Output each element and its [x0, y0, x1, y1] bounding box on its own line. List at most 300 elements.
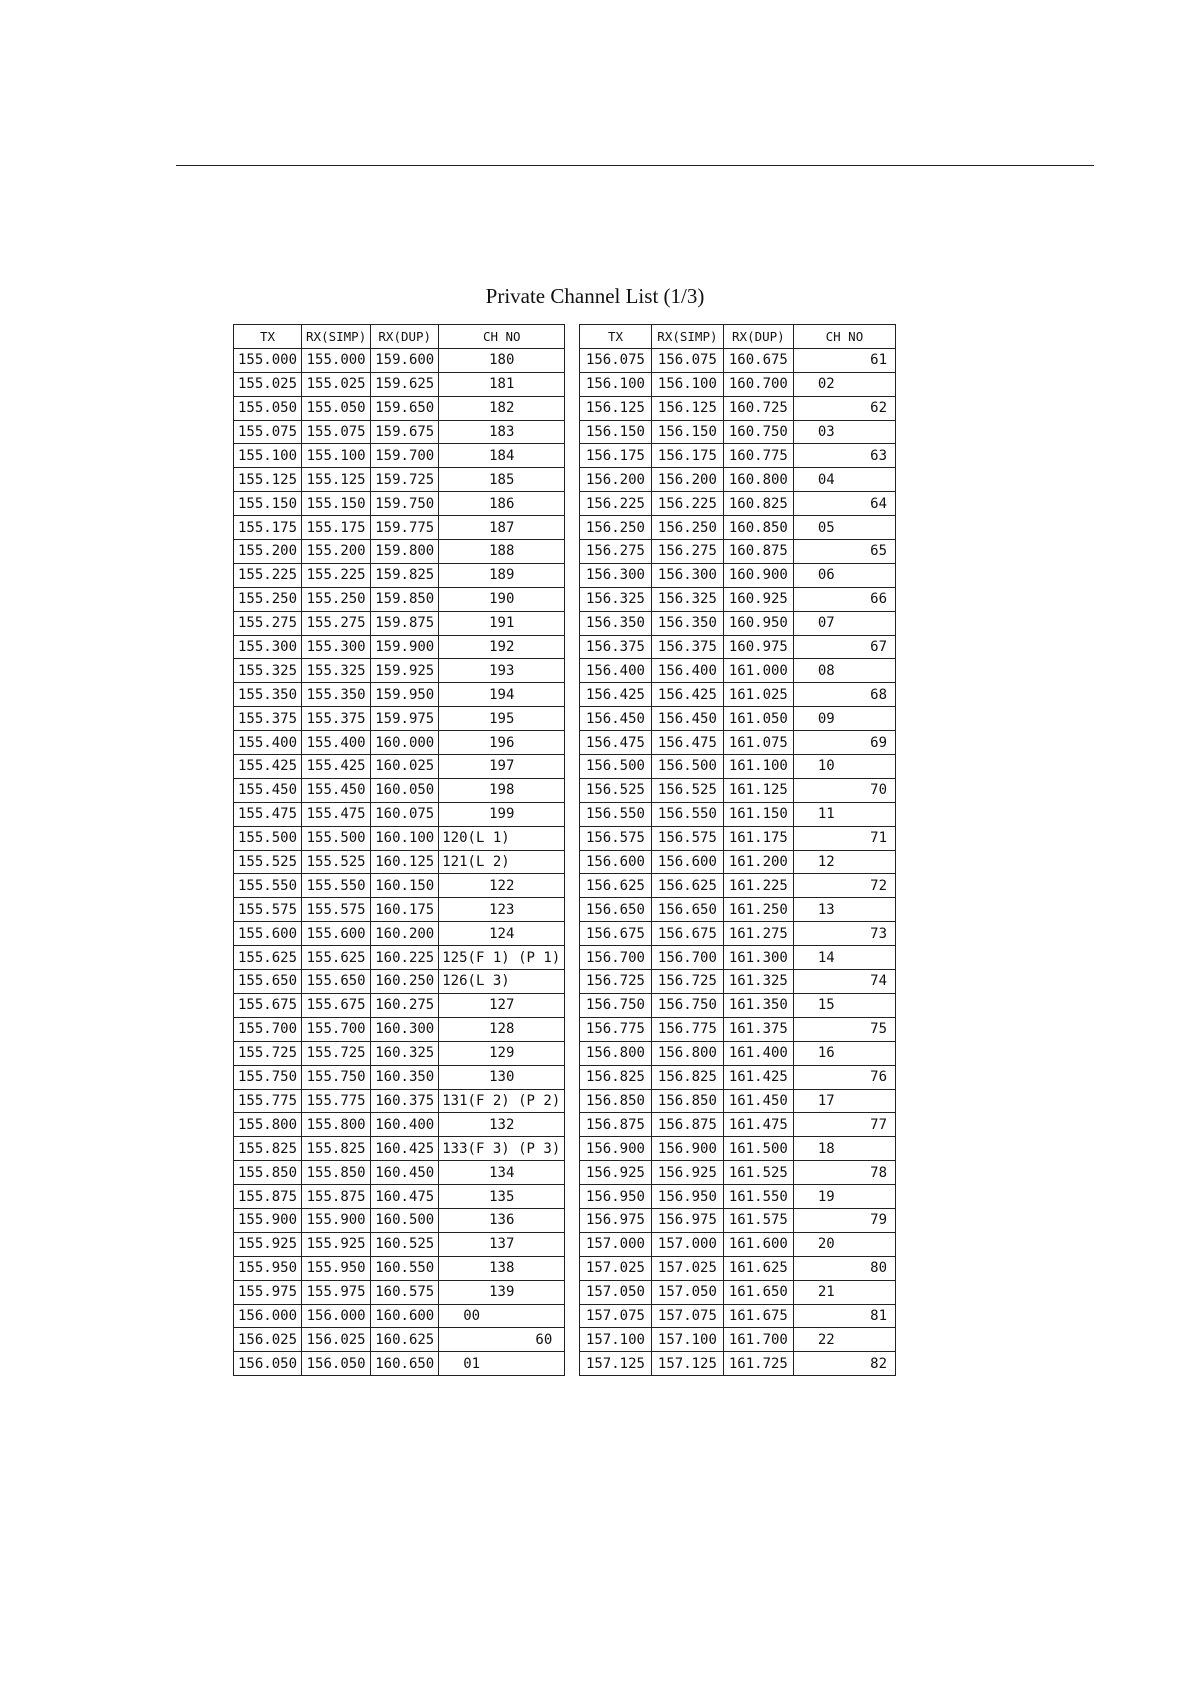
rx-simp-cell: 156.725	[651, 970, 723, 994]
table-row	[580, 874, 896, 898]
rx-simp-cell: 156.150	[651, 420, 723, 444]
tx-cell: 156.500	[580, 755, 652, 779]
rx-dup-cell: 161.350	[723, 993, 793, 1017]
table-row	[234, 755, 565, 779]
tx-cell: 156.850	[580, 1089, 652, 1113]
ch-no-cell: 191	[439, 611, 565, 635]
tx-cell: 155.125	[234, 468, 302, 492]
table-row	[580, 922, 896, 946]
ch-no-cell: 07	[793, 611, 895, 635]
rx-dup-cell: 160.725	[723, 396, 793, 420]
tx-cell: 156.775	[580, 1017, 652, 1041]
tx-cell: 156.125	[580, 396, 652, 420]
table-row	[580, 826, 896, 850]
ch-no-cell: 186	[439, 492, 565, 516]
rx-dup-cell: 160.500	[371, 1208, 439, 1232]
rx-dup-cell: 161.225	[723, 874, 793, 898]
tx-cell: 156.550	[580, 802, 652, 826]
rx-simp-cell: 155.650	[302, 970, 371, 994]
rx-simp-cell: 155.775	[302, 1089, 371, 1113]
rx-simp-cell: 156.675	[651, 922, 723, 946]
rx-dup-cell: 159.800	[371, 540, 439, 564]
table-row	[234, 826, 565, 850]
ch-no-cell: 183	[439, 420, 565, 444]
table-row	[580, 1185, 896, 1209]
ch-no-cell: 185	[439, 468, 565, 492]
table-row	[234, 516, 565, 540]
rx-dup-cell: 159.650	[371, 396, 439, 420]
table-row	[234, 348, 565, 372]
tx-cell: 156.175	[580, 444, 652, 468]
rx-simp-cell: 157.050	[651, 1280, 723, 1304]
tx-cell: 156.300	[580, 563, 652, 587]
rx-dup-cell: 161.125	[723, 778, 793, 802]
tx-cell: 156.225	[580, 492, 652, 516]
table-row	[234, 1232, 565, 1256]
tx-cell: 156.325	[580, 587, 652, 611]
ch-no-cell: 124	[439, 922, 565, 946]
rx-dup-cell: 161.600	[723, 1232, 793, 1256]
rx-dup-cell: 160.025	[371, 755, 439, 779]
header-row	[234, 325, 565, 349]
tx-cell: 155.500	[234, 826, 302, 850]
rx-dup-cell: 161.500	[723, 1137, 793, 1161]
table-row	[234, 1161, 565, 1185]
table-row	[234, 1328, 565, 1352]
rx-simp-cell: 156.225	[651, 492, 723, 516]
ch-no-cell: 78	[793, 1161, 895, 1185]
table-row	[580, 372, 896, 396]
rx-simp-cell: 156.050	[302, 1352, 371, 1376]
rx-simp-cell: 155.975	[302, 1280, 371, 1304]
header-tx: TX	[234, 325, 302, 349]
table-row	[234, 683, 565, 707]
ch-no-cell: 131(F 2) (P 2)	[439, 1089, 565, 1113]
rx-simp-cell: 156.300	[651, 563, 723, 587]
table-row	[234, 1017, 565, 1041]
tx-cell: 157.000	[580, 1232, 652, 1256]
ch-no-cell: 10	[793, 755, 895, 779]
table-row	[234, 731, 565, 755]
ch-no-cell: 02	[793, 372, 895, 396]
rx-dup-cell: 161.575	[723, 1208, 793, 1232]
tx-cell: 156.975	[580, 1208, 652, 1232]
rx-simp-cell: 156.700	[651, 946, 723, 970]
tx-cell: 155.075	[234, 420, 302, 444]
tx-cell: 155.175	[234, 516, 302, 540]
table-row	[580, 898, 896, 922]
rx-simp-cell: 156.775	[651, 1017, 723, 1041]
rx-simp-cell: 156.500	[651, 755, 723, 779]
table-row	[580, 540, 896, 564]
tx-cell: 155.600	[234, 922, 302, 946]
tx-cell: 156.350	[580, 611, 652, 635]
rx-dup-cell: 159.675	[371, 420, 439, 444]
tx-cell: 155.225	[234, 563, 302, 587]
rx-dup-cell: 160.875	[723, 540, 793, 564]
rx-dup-cell: 160.000	[371, 731, 439, 755]
rx-simp-cell: 155.725	[302, 1041, 371, 1065]
rx-dup-cell: 161.625	[723, 1256, 793, 1280]
rx-simp-cell: 155.550	[302, 874, 371, 898]
rx-dup-cell: 160.225	[371, 946, 439, 970]
table-row	[234, 1137, 565, 1161]
ch-no-cell: 127	[439, 993, 565, 1017]
ch-no-cell: 81	[793, 1304, 895, 1328]
ch-no-cell: 69	[793, 731, 895, 755]
tx-cell: 157.075	[580, 1304, 652, 1328]
rx-dup-cell: 160.575	[371, 1280, 439, 1304]
tx-cell: 155.300	[234, 635, 302, 659]
tx-cell: 156.750	[580, 993, 652, 1017]
ch-no-cell: 03	[793, 420, 895, 444]
table-row	[580, 611, 896, 635]
rx-simp-cell: 156.350	[651, 611, 723, 635]
rx-simp-cell: 155.525	[302, 850, 371, 874]
rx-dup-cell: 160.200	[371, 922, 439, 946]
tx-cell: 156.925	[580, 1161, 652, 1185]
tx-cell: 156.025	[234, 1328, 302, 1352]
table-row	[580, 348, 896, 372]
tx-cell: 155.325	[234, 659, 302, 683]
ch-no-cell: 61	[793, 348, 895, 372]
rx-simp-cell: 155.050	[302, 396, 371, 420]
tx-cell: 156.000	[234, 1304, 302, 1328]
table-row	[580, 1089, 896, 1113]
rx-dup-cell: 160.700	[723, 372, 793, 396]
header-tx: TX	[580, 325, 652, 349]
tx-cell: 155.625	[234, 946, 302, 970]
ch-no-cell: 06	[793, 563, 895, 587]
rx-simp-cell: 155.500	[302, 826, 371, 850]
rx-simp-cell: 156.125	[651, 396, 723, 420]
table-row	[234, 802, 565, 826]
rx-dup-cell: 160.450	[371, 1161, 439, 1185]
ch-no-cell: 67	[793, 635, 895, 659]
rx-dup-cell: 161.275	[723, 922, 793, 946]
table-row	[234, 707, 565, 731]
rx-dup-cell: 160.950	[723, 611, 793, 635]
rx-simp-cell: 157.000	[651, 1232, 723, 1256]
ch-no-cell: 80	[793, 1256, 895, 1280]
rx-simp-cell: 155.250	[302, 587, 371, 611]
rx-dup-cell: 160.825	[723, 492, 793, 516]
tx-cell: 155.200	[234, 540, 302, 564]
ch-no-cell: 198	[439, 778, 565, 802]
ch-no-cell: 199	[439, 802, 565, 826]
rx-dup-cell: 160.100	[371, 826, 439, 850]
rx-dup-cell: 161.300	[723, 946, 793, 970]
ch-no-cell: 134	[439, 1161, 565, 1185]
tx-cell: 155.400	[234, 731, 302, 755]
tx-cell: 155.525	[234, 850, 302, 874]
tx-cell: 156.450	[580, 707, 652, 731]
rx-simp-cell: 155.700	[302, 1017, 371, 1041]
table-row	[580, 778, 896, 802]
tx-cell: 155.100	[234, 444, 302, 468]
rx-dup-cell: 160.300	[371, 1017, 439, 1041]
rx-dup-cell: 161.000	[723, 659, 793, 683]
ch-no-cell: 66	[793, 587, 895, 611]
rx-simp-cell: 157.100	[651, 1328, 723, 1352]
rx-dup-cell: 160.150	[371, 874, 439, 898]
rx-dup-cell: 161.175	[723, 826, 793, 850]
table-body	[580, 348, 896, 1375]
tx-cell: 155.375	[234, 707, 302, 731]
rx-simp-cell: 155.025	[302, 372, 371, 396]
table-row	[234, 444, 565, 468]
rx-dup-cell: 161.700	[723, 1328, 793, 1352]
rx-dup-cell: 160.400	[371, 1113, 439, 1137]
table-row	[580, 1208, 896, 1232]
rx-simp-cell: 155.150	[302, 492, 371, 516]
rx-dup-cell: 159.750	[371, 492, 439, 516]
tx-cell: 156.625	[580, 874, 652, 898]
table-row	[580, 1304, 896, 1328]
rx-dup-cell: 160.750	[723, 420, 793, 444]
rx-simp-cell: 155.275	[302, 611, 371, 635]
ch-no-cell: 136	[439, 1208, 565, 1232]
table-row	[234, 993, 565, 1017]
rx-simp-cell: 155.925	[302, 1232, 371, 1256]
rx-simp-cell: 156.825	[651, 1065, 723, 1089]
tx-cell: 155.875	[234, 1185, 302, 1209]
table-row	[234, 635, 565, 659]
rx-dup-cell: 160.850	[723, 516, 793, 540]
rx-simp-cell: 156.800	[651, 1041, 723, 1065]
table-row	[580, 1161, 896, 1185]
rx-simp-cell: 155.750	[302, 1065, 371, 1089]
rx-simp-cell: 156.250	[651, 516, 723, 540]
tx-cell: 156.150	[580, 420, 652, 444]
rx-dup-cell: 159.925	[371, 659, 439, 683]
rx-simp-cell: 155.950	[302, 1256, 371, 1280]
rx-simp-cell: 156.750	[651, 993, 723, 1017]
tx-cell: 155.150	[234, 492, 302, 516]
table-row	[234, 850, 565, 874]
rx-dup-cell: 160.375	[371, 1089, 439, 1113]
rx-dup-cell: 160.925	[723, 587, 793, 611]
table-row	[580, 492, 896, 516]
channel-table-left	[233, 324, 565, 1376]
rx-simp-cell: 155.100	[302, 444, 371, 468]
rx-simp-cell: 156.375	[651, 635, 723, 659]
ch-no-cell: 08	[793, 659, 895, 683]
rx-simp-cell: 156.400	[651, 659, 723, 683]
rx-simp-cell: 155.450	[302, 778, 371, 802]
tx-cell: 156.050	[234, 1352, 302, 1376]
table-row	[234, 1208, 565, 1232]
header-ch-no: CH NO	[439, 325, 565, 349]
table-row	[234, 420, 565, 444]
table-row	[580, 731, 896, 755]
ch-no-cell: 82	[793, 1352, 895, 1376]
tx-cell: 155.350	[234, 683, 302, 707]
ch-no-cell: 15	[793, 993, 895, 1017]
tx-cell: 155.275	[234, 611, 302, 635]
table-row	[234, 492, 565, 516]
rx-dup-cell: 160.275	[371, 993, 439, 1017]
table-row	[234, 1352, 565, 1376]
rx-simp-cell: 156.625	[651, 874, 723, 898]
ch-no-cell: 18	[793, 1137, 895, 1161]
ch-no-cell: 128	[439, 1017, 565, 1041]
table-row	[580, 587, 896, 611]
rx-dup-cell: 159.775	[371, 516, 439, 540]
table-row	[580, 635, 896, 659]
ch-no-cell: 122	[439, 874, 565, 898]
rx-dup-cell: 160.050	[371, 778, 439, 802]
table-row	[580, 563, 896, 587]
table-row	[234, 659, 565, 683]
rx-dup-cell: 161.250	[723, 898, 793, 922]
rx-simp-cell: 156.075	[651, 348, 723, 372]
ch-no-cell: 133(F 3) (P 3)	[439, 1137, 565, 1161]
tx-cell: 155.575	[234, 898, 302, 922]
header-rx-simp: RX(SIMP)	[651, 325, 723, 349]
tx-cell: 156.900	[580, 1137, 652, 1161]
rx-dup-cell: 160.800	[723, 468, 793, 492]
table-row	[580, 683, 896, 707]
tx-cell: 155.050	[234, 396, 302, 420]
ch-no-cell: 187	[439, 516, 565, 540]
ch-no-cell: 16	[793, 1041, 895, 1065]
ch-no-cell: 132	[439, 1113, 565, 1137]
tx-cell: 155.700	[234, 1017, 302, 1041]
table-row	[580, 802, 896, 826]
channel-table-right	[579, 324, 896, 1376]
ch-no-cell: 17	[793, 1089, 895, 1113]
page-title: Private Channel List (1/3)	[485, 284, 705, 308]
rx-simp-cell: 156.975	[651, 1208, 723, 1232]
rx-dup-cell: 161.650	[723, 1280, 793, 1304]
rx-dup-cell: 159.700	[371, 444, 439, 468]
table-row	[234, 970, 565, 994]
rx-simp-cell: 155.225	[302, 563, 371, 587]
rx-dup-cell: 159.875	[371, 611, 439, 635]
table-row	[234, 898, 565, 922]
table-row	[580, 1017, 896, 1041]
rx-simp-cell: 155.475	[302, 802, 371, 826]
table-row	[234, 1185, 565, 1209]
rx-simp-cell: 155.175	[302, 516, 371, 540]
rx-dup-cell: 161.025	[723, 683, 793, 707]
rx-dup-cell: 161.075	[723, 731, 793, 755]
rx-simp-cell: 157.125	[651, 1352, 723, 1376]
tx-cell: 155.250	[234, 587, 302, 611]
rx-simp-cell: 156.575	[651, 826, 723, 850]
table-row	[234, 396, 565, 420]
rx-simp-cell: 156.425	[651, 683, 723, 707]
rx-dup-cell: 160.775	[723, 444, 793, 468]
table-row	[580, 755, 896, 779]
rx-dup-cell: 161.325	[723, 970, 793, 994]
rx-dup-cell: 160.550	[371, 1256, 439, 1280]
rx-simp-cell: 155.850	[302, 1161, 371, 1185]
rx-simp-cell: 155.575	[302, 898, 371, 922]
tx-cell: 155.950	[234, 1256, 302, 1280]
rx-dup-cell: 159.950	[371, 683, 439, 707]
ch-no-cell: 197	[439, 755, 565, 779]
rx-dup-cell: 161.400	[723, 1041, 793, 1065]
rx-simp-cell: 155.350	[302, 683, 371, 707]
tx-cell: 155.725	[234, 1041, 302, 1065]
rx-dup-cell: 159.975	[371, 707, 439, 731]
rx-simp-cell: 157.025	[651, 1256, 723, 1280]
rx-dup-cell: 159.900	[371, 635, 439, 659]
rx-simp-cell: 156.325	[651, 587, 723, 611]
table-row	[580, 516, 896, 540]
rx-simp-cell: 155.425	[302, 755, 371, 779]
table-row	[234, 1113, 565, 1137]
tx-cell: 155.475	[234, 802, 302, 826]
rx-dup-cell: 159.725	[371, 468, 439, 492]
header-rx-simp: RX(SIMP)	[302, 325, 371, 349]
ch-no-cell: 73	[793, 922, 895, 946]
ch-no-cell: 19	[793, 1185, 895, 1209]
ch-no-cell: 01	[439, 1352, 565, 1376]
ch-no-cell: 12	[793, 850, 895, 874]
ch-no-cell: 70	[793, 778, 895, 802]
header-row	[580, 325, 896, 349]
tx-cell: 157.100	[580, 1328, 652, 1352]
rx-simp-cell: 155.800	[302, 1113, 371, 1137]
rx-dup-cell: 160.625	[371, 1328, 439, 1352]
tx-cell: 157.050	[580, 1280, 652, 1304]
rx-dup-cell: 160.525	[371, 1232, 439, 1256]
tx-cell: 155.825	[234, 1137, 302, 1161]
rx-dup-cell: 161.725	[723, 1352, 793, 1376]
table-row	[580, 1065, 896, 1089]
ch-no-cell: 126(L 3)	[439, 970, 565, 994]
rx-dup-cell: 160.250	[371, 970, 439, 994]
table-row	[580, 1137, 896, 1161]
rx-simp-cell: 156.275	[651, 540, 723, 564]
rx-simp-cell: 156.025	[302, 1328, 371, 1352]
tx-cell: 156.200	[580, 468, 652, 492]
table-row	[580, 1113, 896, 1137]
rx-dup-cell: 161.525	[723, 1161, 793, 1185]
tx-cell: 155.775	[234, 1089, 302, 1113]
ch-no-cell: 22	[793, 1328, 895, 1352]
table-row	[580, 468, 896, 492]
table-row	[234, 922, 565, 946]
ch-no-cell: 130	[439, 1065, 565, 1089]
ch-no-cell: 135	[439, 1185, 565, 1209]
rx-dup-cell: 160.975	[723, 635, 793, 659]
ch-no-cell: 182	[439, 396, 565, 420]
tx-cell: 156.675	[580, 922, 652, 946]
tx-cell: 157.125	[580, 1352, 652, 1376]
table-row	[234, 372, 565, 396]
header-ch-no: CH NO	[793, 325, 895, 349]
rx-simp-cell: 155.625	[302, 946, 371, 970]
table-row	[580, 707, 896, 731]
rx-simp-cell: 156.600	[651, 850, 723, 874]
ch-no-cell: 196	[439, 731, 565, 755]
ch-no-cell: 76	[793, 1065, 895, 1089]
table-row	[234, 540, 565, 564]
rx-simp-cell: 157.075	[651, 1304, 723, 1328]
table-row	[234, 1041, 565, 1065]
rx-simp-cell: 156.875	[651, 1113, 723, 1137]
ch-no-cell: 14	[793, 946, 895, 970]
rx-simp-cell: 156.475	[651, 731, 723, 755]
ch-no-cell: 194	[439, 683, 565, 707]
rx-dup-cell: 161.450	[723, 1089, 793, 1113]
header-rx-dup: RX(DUP)	[723, 325, 793, 349]
rx-simp-cell: 155.125	[302, 468, 371, 492]
